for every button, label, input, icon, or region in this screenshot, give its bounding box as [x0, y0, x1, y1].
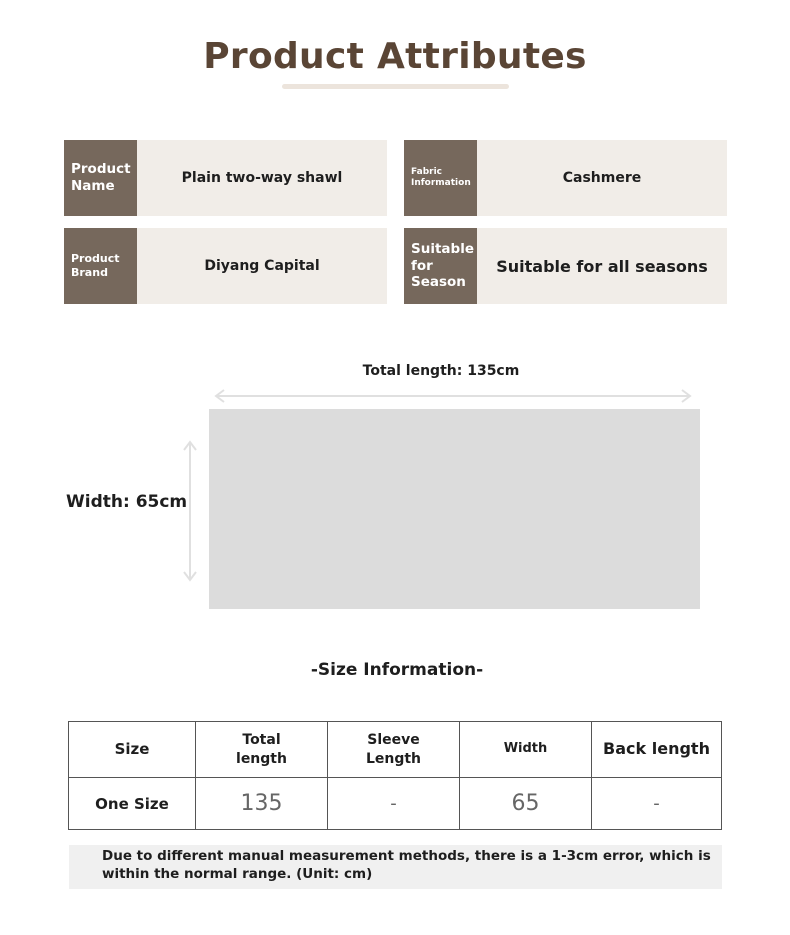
header-cell-sleeve-length: Sleeve Length	[328, 722, 460, 778]
attribute-card-product-name	[64, 140, 387, 216]
attribute-value: Diyang Capital	[137, 228, 387, 304]
attribute-card-brand	[64, 228, 387, 304]
table-row	[69, 778, 722, 830]
attribute-label: Product Brand	[64, 228, 137, 304]
attribute-card-fabric	[404, 140, 727, 216]
shawl-diagram	[209, 409, 700, 609]
attribute-value: Cashmere	[477, 140, 727, 216]
size-table	[68, 721, 722, 830]
measurement-note: Due to different manual measurement methods, there is a 1-3cm error, which is within the normal range. (Unit: cm)	[69, 845, 722, 889]
attribute-value: Suitable for all seasons	[477, 228, 727, 304]
sleeve-length-cell: -	[328, 778, 460, 830]
back-length-cell: -	[592, 778, 722, 830]
table-header-row	[69, 722, 722, 778]
attribute-value: Plain two-way shawl	[137, 140, 387, 216]
header-cell-back-length: Back length	[592, 722, 722, 778]
title-underline	[282, 84, 509, 89]
attribute-label: Product Name	[64, 140, 137, 216]
length-arrow	[213, 389, 693, 403]
header-cell-size: Size	[69, 722, 196, 778]
width-cell: 65	[460, 778, 592, 830]
attribute-card-season	[404, 228, 727, 304]
total-length-label: Total length: 135cm	[362, 363, 520, 379]
page-title: Product Attributes	[203, 36, 587, 77]
attribute-label: Suitable for Season	[404, 228, 477, 304]
total-length-cell: 135	[196, 778, 328, 830]
size-information-heading: -Size Information-	[310, 660, 484, 680]
size-cell: One Size	[69, 778, 196, 830]
header-cell-width: Width	[460, 722, 592, 778]
header-cell-total-length: Total length	[196, 722, 328, 778]
width-label: Width: 65cm	[66, 492, 188, 512]
attribute-label: Fabric Information	[404, 140, 477, 216]
